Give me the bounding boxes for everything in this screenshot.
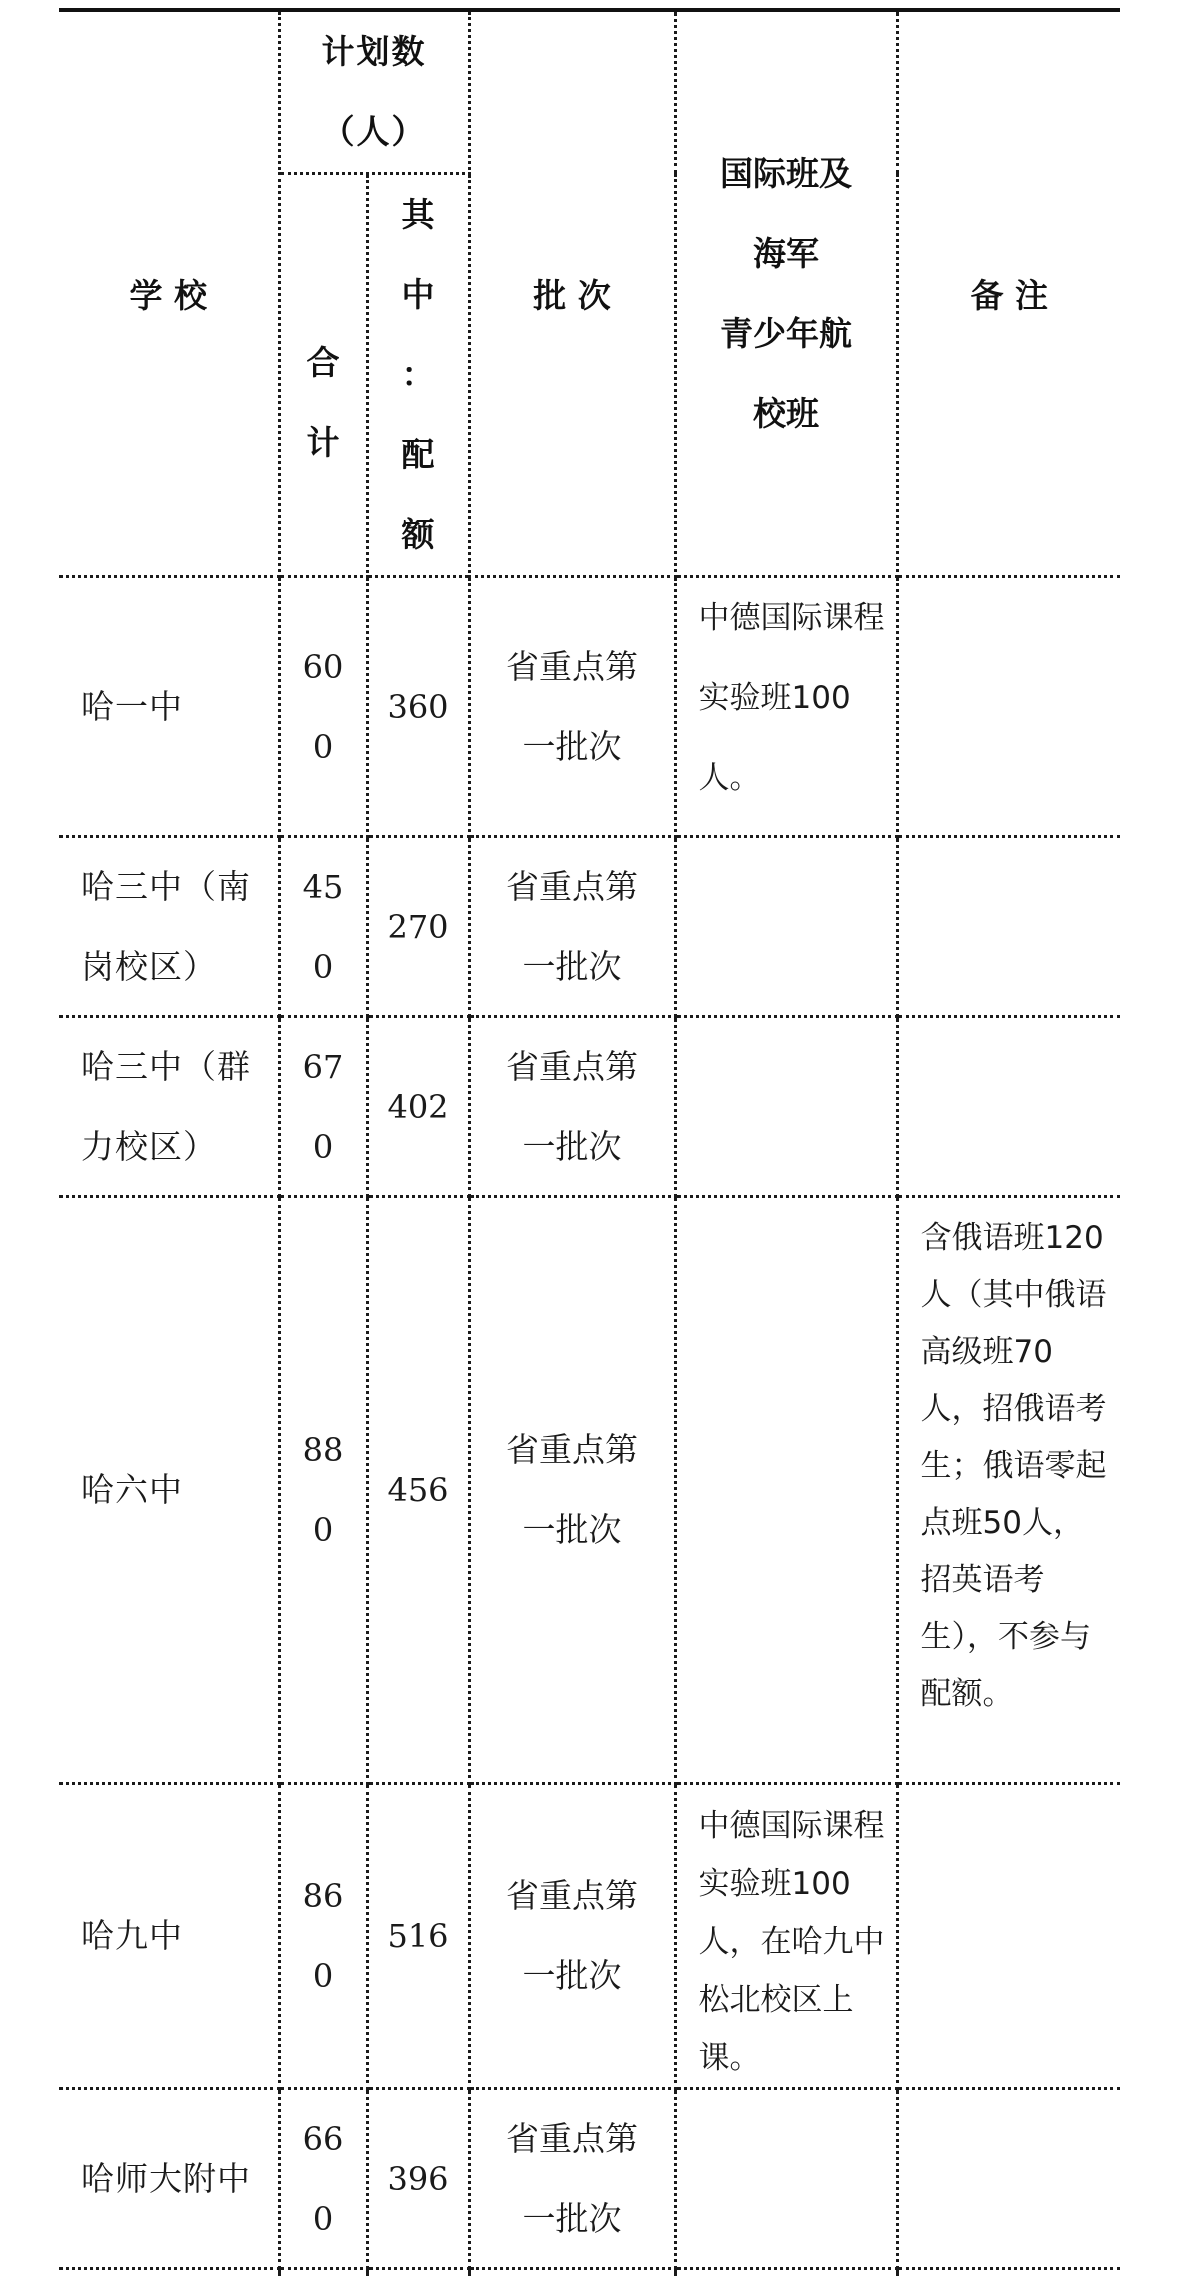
cell-batch: 省重点第一批次	[469, 2089, 675, 2269]
header-intl-line: 校班	[677, 374, 896, 454]
cell-intl	[675, 2089, 897, 2269]
cell-batch: 省重点第一批次	[469, 577, 675, 837]
table-row	[59, 837, 1120, 1017]
header-note: 备 注	[897, 10, 1120, 577]
cell-batch: 省重点第一批次	[469, 837, 675, 1017]
header-intl	[675, 10, 897, 577]
cell-empty	[59, 2269, 279, 2276]
admission-plan-table-wrapper	[59, 8, 1120, 2276]
cell-intl: 中德国际课程实验班100人，在哈九中松北校区上课。	[675, 1784, 897, 2089]
header-school: 学 校	[59, 10, 279, 577]
header-quota-char: 其	[369, 175, 468, 255]
cell-quota: 396	[367, 2089, 469, 2269]
cell-quota: 516	[367, 1784, 469, 2089]
cell-intl	[675, 837, 897, 1017]
header-total	[279, 174, 367, 577]
cell-school: 哈师大附中	[59, 2089, 279, 2269]
cell-intl	[675, 1017, 897, 1197]
header-row-1	[59, 10, 1120, 174]
table-row-cut-off	[59, 2269, 1120, 2276]
cell-batch: 省重点第一批次	[469, 1784, 675, 2089]
cell-empty	[675, 2269, 897, 2276]
table-row	[59, 1784, 1120, 2089]
cell-total: 450	[279, 837, 367, 1017]
header-batch: 批 次	[469, 10, 675, 577]
cell-empty	[469, 2269, 675, 2276]
cell-quota: 270	[367, 837, 469, 1017]
table-row	[59, 577, 1120, 837]
header-quota-char: 额	[369, 495, 468, 575]
header-quota-char: ：	[369, 335, 468, 415]
cell-note	[897, 1784, 1120, 2089]
cell-total: 880	[279, 1197, 367, 1784]
cell-empty	[279, 2269, 367, 2276]
header-quota-char: 配	[369, 415, 468, 495]
cell-empty	[897, 2269, 1120, 2276]
cell-empty	[367, 2269, 469, 2276]
header-total-char: 计	[281, 403, 366, 483]
header-plan-line1: 计划数	[281, 12, 468, 92]
cell-school: 哈三中（南岗校区）	[59, 837, 279, 1017]
cell-intl: 中德国际课程实验班100人。	[675, 577, 897, 837]
header-intl-line: 海军	[677, 214, 896, 294]
header-plan	[279, 10, 469, 174]
cell-quota: 402	[367, 1017, 469, 1197]
header-total-char: 合	[281, 323, 366, 403]
cell-note	[897, 837, 1120, 1017]
header-plan-line2: （人）	[281, 92, 468, 172]
cell-batch: 省重点第一批次	[469, 1017, 675, 1197]
cell-note: 含俄语班120人（其中俄语高级班70人，招俄语考生；俄语零起点班50人，招英语考生），不参与配额。	[897, 1197, 1120, 1784]
header-quota-char: 中	[369, 255, 468, 335]
table-row	[59, 1017, 1120, 1197]
table-row	[59, 2089, 1120, 2269]
admission-plan-table	[59, 8, 1120, 2276]
header-intl-line: 青少年航	[677, 294, 896, 374]
cell-total: 670	[279, 1017, 367, 1197]
cell-quota: 456	[367, 1197, 469, 1784]
cell-quota: 360	[367, 577, 469, 837]
cell-school: 哈三中（群力校区）	[59, 1017, 279, 1197]
cell-intl	[675, 1197, 897, 1784]
cell-note	[897, 1017, 1120, 1197]
cell-school: 哈九中	[59, 1784, 279, 2089]
cell-total: 860	[279, 1784, 367, 2089]
cell-school: 哈六中	[59, 1197, 279, 1784]
cell-total: 660	[279, 2089, 367, 2269]
header-quota	[367, 174, 469, 577]
cell-batch: 省重点第一批次	[469, 1197, 675, 1784]
cell-note	[897, 577, 1120, 837]
cell-note	[897, 2089, 1120, 2269]
cell-school: 哈一中	[59, 577, 279, 837]
header-intl-line: 国际班及	[677, 134, 896, 214]
table-row	[59, 1197, 1120, 1784]
cell-total: 600	[279, 577, 367, 837]
